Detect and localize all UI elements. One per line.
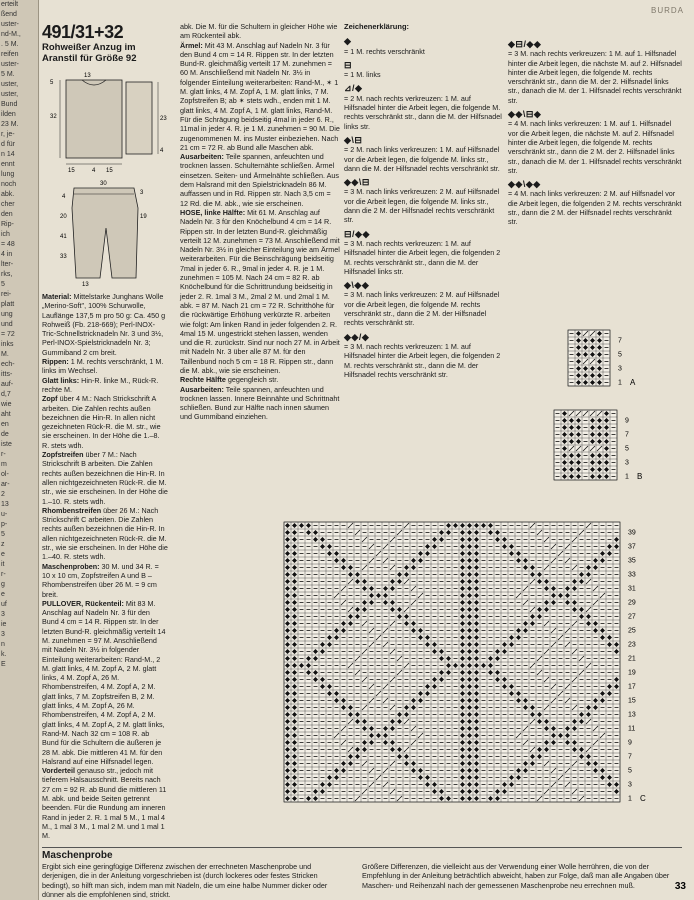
row-number: 5 bbox=[618, 351, 622, 359]
stitch-symbol-icon: ◆◆/◆ bbox=[344, 331, 370, 342]
legend-list bbox=[344, 37, 504, 379]
prev-page-fragment: 3 bbox=[1, 631, 5, 638]
legend-item bbox=[508, 40, 682, 105]
prev-page-fragment: uf bbox=[1, 601, 7, 608]
chart-label: C bbox=[640, 794, 646, 803]
legend-item bbox=[344, 136, 504, 173]
prev-page-fragment: aht bbox=[1, 411, 11, 418]
prev-page-fragment: = 48 bbox=[1, 241, 15, 248]
prev-page-fragment: platt bbox=[1, 301, 15, 308]
legend-description: = 4 M. nach links verkreuzen: 2 M. auf Hilfsnadel vor die Arbeit legen, die folgenden 2 M. rechts verschränkt str., dann die 2 M. der Hilfsnadel rechts verschränkt str. bbox=[508, 189, 682, 227]
instruction-paragraph bbox=[42, 450, 168, 506]
row-number: 15 bbox=[628, 697, 636, 705]
pattern-title: Rohweißer Anzug im Aranstil für Größe 92 bbox=[42, 42, 137, 64]
instruction-paragraph bbox=[42, 599, 168, 766]
prev-page-fragment: ung bbox=[1, 311, 13, 318]
dim-label: 5 bbox=[50, 80, 54, 86]
page-number: 33 bbox=[674, 881, 686, 892]
row-number: 3 bbox=[628, 781, 632, 789]
stitch-symbol-icon: ◆\◆◆ bbox=[344, 280, 370, 291]
prev-page-fragment: ech- bbox=[1, 361, 15, 368]
pullover-body-shape bbox=[66, 80, 122, 158]
row-number: 5 bbox=[628, 767, 632, 775]
dim-label: 15 bbox=[106, 168, 113, 174]
paragraph-heading: Zopfstreifen bbox=[42, 450, 84, 460]
prev-page-fragment: r- bbox=[1, 571, 6, 578]
instruction-paragraph bbox=[42, 292, 168, 357]
gauge-title: Maschenprobe bbox=[42, 850, 113, 861]
prev-page-fragment: n bbox=[1, 641, 5, 648]
paragraph-text: Mittelstarke Junghans Wolle „Merino-Soft", 100% Schurwolle, Lauflänge 137,5 m pro 50 g: Ca. 450 g Rohweiß (Fb. 218-669); Perl-INOX-Tric-Schnellstricknadeln Nr. 3 und 3½, Perl-INOX-Spielstricknadeln Nr. 3; Gummiband 2 cm breit. bbox=[42, 292, 166, 357]
chart-b bbox=[552, 408, 676, 484]
column-1 bbox=[42, 22, 168, 841]
paragraph-text: Hin-R. linke M., Rück-R. rechte M. bbox=[42, 375, 159, 394]
row-number: 5 bbox=[625, 445, 629, 453]
paragraph-heading: HOSE, linke Hälfte: bbox=[180, 207, 246, 217]
prev-page-fragment: it bbox=[1, 561, 5, 568]
col2-text bbox=[180, 22, 340, 422]
paragraph-heading: Rhombenstreifen bbox=[42, 505, 102, 515]
prev-page-fragment: Bund bbox=[1, 101, 18, 108]
legend-description: = 2 M. nach rechts verkreuzen: 1 M. auf Hilfsnadel hinter die Arbeit legen, die folgende M. rechts verschränkt str., dann die M. der Hilfsnadel links str. bbox=[344, 93, 502, 131]
dim-label: 32 bbox=[50, 114, 57, 120]
row-number: 35 bbox=[628, 557, 636, 565]
chart-a bbox=[566, 328, 676, 388]
instruction-paragraph bbox=[42, 376, 168, 395]
prev-page-fragment: rks, bbox=[1, 271, 13, 278]
prev-page-fragment: 5 bbox=[1, 281, 5, 288]
paragraph-text: 30 M. und 34 R. = 10 x 10 cm, Zopfstreifen A und B – Rhombenstreifen über 26 M. = 9 cm breit. bbox=[42, 561, 159, 599]
paragraph-text: über 26 M.: Nach Strickschrift C arbeiten. Die Zahlen rechts außen bezeichnen die Hin-R. In allen nichtgezeichneten Rück-R. die M. str., wie sie erscheinen. In der Höhe die 1.–40. R. stets wdh. bbox=[42, 505, 168, 562]
paragraph-heading: Zopf bbox=[42, 394, 58, 404]
paragraph-text: Teile spannen, anfeuchten und trocknen lassen. Innere Beinnähte und Schrittnaht schließen. Bund zur Hälfte nach innen säumen und Gummiband einziehen. bbox=[180, 384, 340, 422]
paragraph-text: genauso str., jedoch mit tieferem Halsausschnitt. Bereits nach 27 cm = 92 R. ab Bund die mittleren 11 M. abk. und beide Seiten getrennt beenden. Für die Rundung am inneren Rand in jeder 2. R. 1 mal 5 M., 1 mal 4 M., 1 mal 3 M., 1 mal 2 M. und 1 mal 1 M. bbox=[42, 766, 167, 841]
chart-b-grid bbox=[552, 408, 676, 484]
legend-item bbox=[344, 230, 504, 276]
prev-page-fragment: e bbox=[1, 591, 5, 598]
prev-page-fragment: r- bbox=[1, 451, 6, 458]
dim-label: 4 bbox=[62, 194, 66, 200]
prev-page-fragment: ol- bbox=[1, 471, 9, 478]
row-number: 11 bbox=[628, 725, 636, 733]
row-number: 1 bbox=[625, 473, 629, 481]
sleeve-shape bbox=[126, 82, 152, 154]
instruction-paragraph bbox=[42, 562, 168, 599]
row-number: 27 bbox=[628, 613, 636, 621]
legend-heading: Zeichenerklärung: bbox=[344, 22, 410, 31]
paragraph-text: 1 M. rechts verschränkt, 1 M. links im Wechsel. bbox=[42, 357, 164, 376]
row-number: 3 bbox=[618, 365, 622, 373]
legend-description: = 3 M. nach rechts verkreuzen: 1 M. auf 1. Hilfsnadel hinter die Arbeit legen, die nächste M. auf 2. Hilfsnadel hinter die Arbeit legen, die folgende M. rechts verschränkt str., dann die M. der 2. Hilfsnadel links str., danach die M. der 1. Hilfsnadel rechts verschränkt str. bbox=[508, 49, 682, 105]
legend-list-continued bbox=[508, 40, 682, 227]
paragraph-heading: Glatt links: bbox=[42, 375, 80, 385]
paragraph-heading: Material: bbox=[42, 292, 72, 301]
legend-description: = 1 M. links bbox=[344, 70, 381, 80]
column-4-legend bbox=[508, 22, 682, 232]
paragraph-heading: Rippen: bbox=[42, 357, 69, 367]
legend-description: = 3 M. nach rechts verkreuzen: 1 M. auf Hilfsnadel hinter die Arbeit legen, die folgenden 2 M. rechts verschränkt str., dann die M. der Hilfsnadel links str. bbox=[344, 238, 501, 276]
stitch-symbol-icon: ◆⊟/◆◆ bbox=[508, 39, 542, 49]
trousers-shape bbox=[72, 188, 138, 278]
instruction-paragraph bbox=[42, 394, 168, 450]
prev-page-fragment: inks bbox=[1, 341, 14, 348]
prev-page-fragment: cher bbox=[1, 201, 15, 208]
row-number: 9 bbox=[625, 417, 629, 425]
prev-page-fragment: 13 bbox=[1, 501, 9, 508]
prev-page-fragment: uster- bbox=[1, 61, 19, 68]
col1-text bbox=[42, 292, 168, 841]
dim-label: 19 bbox=[140, 214, 147, 220]
prev-page-fragment: lter- bbox=[1, 261, 14, 268]
legend-item bbox=[344, 37, 504, 56]
row-number: 3 bbox=[625, 459, 629, 467]
row-number: 29 bbox=[628, 599, 636, 607]
prev-page-fragment: Rip- bbox=[1, 221, 14, 228]
prev-page-fragment: en bbox=[1, 421, 9, 428]
paragraph-heading: Rechte Hälfte bbox=[180, 375, 226, 385]
stitch-symbol-icon: ⊿/◆ bbox=[344, 83, 363, 94]
dim-label: 23 bbox=[160, 116, 167, 122]
row-number: 13 bbox=[628, 711, 636, 719]
dim-label: 4 bbox=[92, 168, 96, 174]
row-number: 21 bbox=[628, 655, 636, 663]
prev-page-fragment: reifen bbox=[1, 51, 19, 58]
column-3-legend bbox=[344, 22, 504, 384]
prev-page-fragment: 23 M. bbox=[1, 121, 19, 128]
prev-page-fragment: ilden bbox=[1, 111, 16, 118]
dim-label: 41 bbox=[60, 234, 67, 240]
gauge-text-left: Ergibt sich eine geringfügige Differenz zwischen der errechneten Maschenprobe und derjenigen, die in der Anleitung vorgeschrieben ist (durch lockeres oder festes Stricken bedingt), so hilft man sich, indem man mit Nadeln, die um eine halbe Nummer dicker oder dünner als die empfohlenen sind, strickt. bbox=[42, 862, 328, 899]
chart-label: A bbox=[630, 378, 636, 387]
schematic-drawing bbox=[42, 68, 168, 288]
content-area bbox=[42, 22, 682, 899]
prev-page-fragment: ich bbox=[1, 231, 10, 238]
prev-page-fragment: uster, bbox=[1, 91, 19, 98]
prev-page-fragment: = 72 bbox=[1, 331, 15, 338]
row-number: 25 bbox=[628, 627, 636, 635]
legend-description: = 3 M. nach links verkreuzen: 2 M. auf Hilfsnadel vor die Arbeit legen, die folgende M. links str., dann die 2 M. der Hilfsnadel rechts verschränkt str. bbox=[344, 187, 500, 225]
paragraph-text: abk. Die M. für die Schultern in gleicher Höhe wie am Rückenteil abk. bbox=[180, 22, 338, 41]
instruction-paragraph bbox=[180, 22, 340, 41]
prev-page-fragment: e bbox=[1, 551, 5, 558]
legend-description: = 1 M. rechts verschränkt bbox=[344, 46, 425, 56]
row-number: 7 bbox=[618, 337, 622, 345]
prev-page-fragment: lung bbox=[1, 171, 15, 178]
chart-a-grid bbox=[566, 328, 676, 388]
instruction-paragraph bbox=[180, 385, 340, 422]
paragraph-text: über 7 M.: Nach Strickschrift B arbeiten. Die Zahlen rechts außen bezeichnen die Hin-R. In allen nichtgezeichneten Rück-R. die M. str., wie sie erscheinen. In der Höhe die 1.–10. R. stets wdh. bbox=[42, 450, 168, 506]
legend-description: = 3 M. nach links verkreuzen: 2 M. auf Hilfsnadel vor die Arbeit legen, die folgende M. rechts verschränkt str., dann die 2 M. der Hilfsnadel rechts verschränkt str. bbox=[344, 290, 500, 328]
paragraph-heading: Ausarbeiten: bbox=[180, 152, 224, 162]
instruction-paragraph bbox=[42, 357, 168, 376]
stitch-symbol-icon: ◆◆\◆◆ bbox=[508, 179, 541, 190]
paragraph-heading: PULLOVER, Rückenteil: bbox=[42, 598, 124, 608]
prev-page-fragment: d,7 bbox=[1, 391, 11, 398]
instruction-paragraph bbox=[180, 208, 340, 375]
dim-label: 15 bbox=[68, 168, 75, 174]
previous-page-edge bbox=[0, 0, 39, 900]
row-number: 1 bbox=[628, 795, 632, 803]
stitch-symbol-icon: ◆◆\⊟◆ bbox=[508, 109, 542, 120]
prev-page-fragment: und bbox=[1, 321, 13, 328]
prev-page-fragment: rei- bbox=[1, 291, 12, 298]
legend-description: = 4 M. nach links verkreuzen: 1 M. auf 1. Hilfsnadel vor die Arbeit legen, die nächste M. auf 2. Hilfsnadel hinter die Arbeit legen, die folgende M. rechts verschränkt str., dann die 2 M. der 2. Hilfsnadel links str., danach die M. der 1. Hilfsnadel rechts verschränkt str. bbox=[508, 119, 682, 175]
row-number: 17 bbox=[628, 683, 636, 691]
prev-page-fragment: g bbox=[1, 581, 5, 588]
chart-label: B bbox=[637, 472, 643, 481]
row-number: 1 bbox=[618, 379, 622, 387]
prev-page-fragment: p- bbox=[1, 521, 8, 528]
prev-page-fragment: uster- bbox=[1, 21, 19, 28]
prev-page-fragment: abk. bbox=[1, 191, 15, 198]
prev-page-fragment: itts- bbox=[1, 371, 13, 378]
legend-item bbox=[344, 178, 504, 224]
top-tab: BURDA bbox=[650, 6, 684, 15]
row-number: 23 bbox=[628, 641, 636, 649]
prev-page-fragment: E bbox=[1, 661, 6, 668]
prev-page-fragment: u- bbox=[1, 511, 8, 518]
stitch-symbol-icon: ⊟ bbox=[344, 59, 353, 70]
paragraph-text: gegengleich str. bbox=[225, 375, 279, 385]
legend-item bbox=[344, 61, 504, 80]
dim-label: 20 bbox=[60, 214, 67, 220]
prev-page-fragment: ßend bbox=[1, 11, 17, 18]
paragraph-heading: Ausarbeiten: bbox=[180, 384, 224, 394]
stitch-symbol-icon: ◆◆\⊟ bbox=[344, 177, 370, 188]
instruction-paragraph bbox=[42, 766, 168, 840]
prev-page-fragment: nd-M., bbox=[1, 31, 21, 38]
row-number: 37 bbox=[628, 543, 636, 551]
prev-page-fragment: . 5 M. bbox=[1, 41, 19, 48]
paragraph-text: über 4 M.: Nach Strickschrift A arbeiten. Die Zahlen rechts außen bezeichnen die Hin-R. In allen nicht gezeichneten Rück-R. die M. str., wie sie erscheinen. In der Höhe die 1.–8. R. stets wdh. bbox=[42, 394, 161, 450]
row-number: 7 bbox=[628, 753, 632, 761]
legend-item bbox=[344, 281, 504, 327]
legend-description: = 2 M. nach links verkreuzen: 1 M. auf Hilfsnadel vor die Arbeit legen, die folgende M. links str., dann die M. der Hilfsnadel rechts verschränkt str. bbox=[344, 145, 500, 173]
row-number: 33 bbox=[628, 571, 636, 579]
paragraph-heading: Vorderteil bbox=[42, 766, 76, 776]
prev-page-fragment: 3 bbox=[1, 611, 5, 618]
prev-page-fragment: auf- bbox=[1, 381, 14, 388]
row-number: 7 bbox=[625, 431, 629, 439]
dim-label: 33 bbox=[60, 254, 67, 260]
instruction-paragraph bbox=[180, 375, 340, 384]
stitch-symbol-icon: ⊟/◆◆ bbox=[344, 228, 370, 239]
row-number: 39 bbox=[628, 529, 636, 537]
prev-page-fragment: 2 bbox=[1, 491, 5, 498]
prev-page-fragment: den bbox=[1, 211, 13, 218]
instruction-paragraph bbox=[180, 41, 340, 153]
prev-page-fragment: 5 bbox=[1, 531, 5, 538]
instruction-paragraph bbox=[180, 152, 340, 208]
prev-page-fragment: wie bbox=[1, 401, 12, 408]
prev-page-fragment: de bbox=[1, 431, 9, 438]
prev-page-fragment: M. bbox=[1, 351, 9, 358]
dim-label: 13 bbox=[84, 73, 91, 79]
prev-page-fragment: erteilt bbox=[1, 1, 19, 8]
prev-page-fragment: 5 M. bbox=[1, 71, 15, 78]
stitch-symbol-icon: ◆\⊟ bbox=[344, 134, 363, 145]
dim-label: 30 bbox=[100, 181, 107, 187]
row-number: 31 bbox=[628, 585, 636, 593]
prev-page-fragment: iste bbox=[1, 441, 12, 448]
legend-description: = 3 M. nach rechts verkreuzen: 1 M. auf Hilfsnadel hinter die Arbeit legen, die folgenden 2 M. rechts verschränkt str., dann die M. der Hilfsnadel rechts verschränkt str. bbox=[344, 341, 501, 379]
stitch-symbol-icon: ◆ bbox=[344, 36, 352, 47]
prev-page-fragment: n 14 bbox=[1, 151, 15, 158]
paragraph-text: Mit 43 M. Anschlag auf Nadeln Nr. 3 für den Bund 4 cm = 14 R. Rippen str. In der letzten Bund-R. gleichmäßig verteilt 17 M. zunehmen = 60 M. Anschließend mit Nadeln Nr. 3½ in folgender Einteilung weiterarbeiten: Rand-M., ✶ 1 M. glatt links, 4 M. Zopf A, 1 M. glatt links, 7 M. Zopfstreifen B; ab ✶ stets wdh., enden mit 1 M. glatt links, 4 M. Zopf A, 1 M. glatt links, Rand-M. Für die Schrägung beidseitig 4mal in jeder 6. R., 11mal in jeder 4. R. je 1 M. zunehmen = 90 M. Die zugenommenen M. ins Muster einbeziehen. Nach 21 cm = 72 R. ab Bund alle Maschen abk. bbox=[180, 40, 340, 152]
gauge-text-right: Größere Differenzen, die vielleicht aus der Verwendung einer Wolle herrühren, die von der Empfehlung in der Anleitung beträchtlich abweicht, haben zur Folge, daß man alle Angaben über Maschen- und Reihenzahl nach der gemessenen Maschenprobe neu errechnen muß. bbox=[362, 862, 670, 890]
prev-page-fragment: m bbox=[1, 461, 7, 468]
paragraph-heading: Maschenproben: bbox=[42, 561, 100, 571]
prev-page-fragment: r, je- bbox=[1, 131, 15, 138]
dim-label: 4 bbox=[160, 148, 164, 154]
prev-page-fragment: noch bbox=[1, 181, 17, 188]
column-2 bbox=[180, 22, 340, 422]
prev-page-fragment: ie bbox=[1, 621, 7, 628]
pattern-number: 491/31+32 bbox=[42, 22, 124, 42]
prev-page-fragment: d für bbox=[1, 141, 16, 148]
prev-page-fragment: uster, bbox=[1, 81, 19, 88]
row-number: 9 bbox=[628, 739, 632, 747]
garment-schematic bbox=[42, 68, 168, 288]
legend-item bbox=[344, 84, 504, 130]
legend-item bbox=[344, 333, 504, 379]
paragraph-text: Mit 83 M. Anschlag auf Nadeln Nr. 3 für den Bund 4 cm = 14 R. Rippen str. In der letzten Bund-R. gleichmäßig verteilt 14 M. zunehmen = 97 M. Anschließend mit Nadeln Nr. 3½ in folgender Einteilung weiterarbeiten: Rand-M., 2 M. glatt links, 4 M. Zopf A, 2 M. glatt links, 4 M. Zopf A, 26 M. Rhombenstreifen, 4 M. Zopf A, 2 M. glatt links, 7 M. Zopfstreifen B, 2 M. glatt links, 4 M. Zopf A, 26 M. Rhombenstreifen, 4 M. Zopf A, 2 M. glatt links, 4 M. Zopf A, 2 M. glatt links, Rand-M. Nach 32 cm = 108 R. ab Bund für die Schultern die äußeren je 28 M. abk. Die mittleren 41 M. für den Halsrand auf eine Hilfsnadel legen. bbox=[42, 598, 166, 766]
row-number: 19 bbox=[628, 669, 636, 677]
dim-label: 13 bbox=[82, 282, 89, 288]
prev-page-fragment: ar- bbox=[1, 481, 10, 488]
dim-label: 3 bbox=[140, 190, 144, 196]
chart-c bbox=[282, 520, 682, 820]
prev-page-fragment: ennt bbox=[1, 161, 15, 168]
legend-item bbox=[508, 110, 682, 175]
legend-item bbox=[508, 180, 682, 226]
chart-c-grid bbox=[282, 520, 682, 820]
paragraph-text: Teile spannen, anfeuchten und trocknen lassen. Schulternähte schließen. Ärmel einsetzen. Seiten- und Ärmelnähte schließen. Aus dem Halsrand mit den Spielstricknadeln 86 M. auffassen und in Rd. Rippen str. Nach 3,5 cm = 12 Rd. die M. abk., wie sie erscheinen. bbox=[180, 152, 340, 208]
paragraph-heading: Ärmel: bbox=[180, 40, 203, 50]
prev-page-fragment: 4 in bbox=[1, 251, 13, 258]
instruction-paragraph bbox=[42, 506, 168, 562]
prev-page-fragment: z bbox=[1, 541, 5, 548]
prev-page-fragment: k. bbox=[1, 651, 7, 658]
paragraph-text: Mit 61 M. Anschlag auf Nadeln Nr. 3 für den Knöchelbund 4 cm = 14 R. Rippen str. In der letzten Bund-R. gleichmäßig verteilt 12 M. zunehmen = 73 M. Anschließend mit Nadeln Nr. 3½ in gleicher Einteilung wie am Ärmel weiterarbeiten. Für die Beinschrägung beidseitig 7mal in jeder 6. R., 9mal in jeder 4. R. je 1 M. zunehmen = 105 M. Nach 24 cm = 82 R. ab Knöchelbund für die Schrittrundung beidseitig in jeder 2. R. 1mal 3 M., 2mal 2 M. und 2mal 1 M. abk. = 87 M. Nach 21 cm = 72 R. Schritthöhe für die rückwärtige Erhöhung verkürzte R. arbeiten wie folgt: Am linken Rand in jeder folgenden 2. R. 4mal 15 M. ungestrickt stehen lassen, wenden und die R. zurückstr. Sind nur noch 27 M. in Arbeit mit Nadeln Nr. 3 über alle 87 M. für den Taillenbund noch 5 cm = 18 R. Rippen str., dann die M. abk., wie sie erscheinen. bbox=[180, 207, 340, 375]
